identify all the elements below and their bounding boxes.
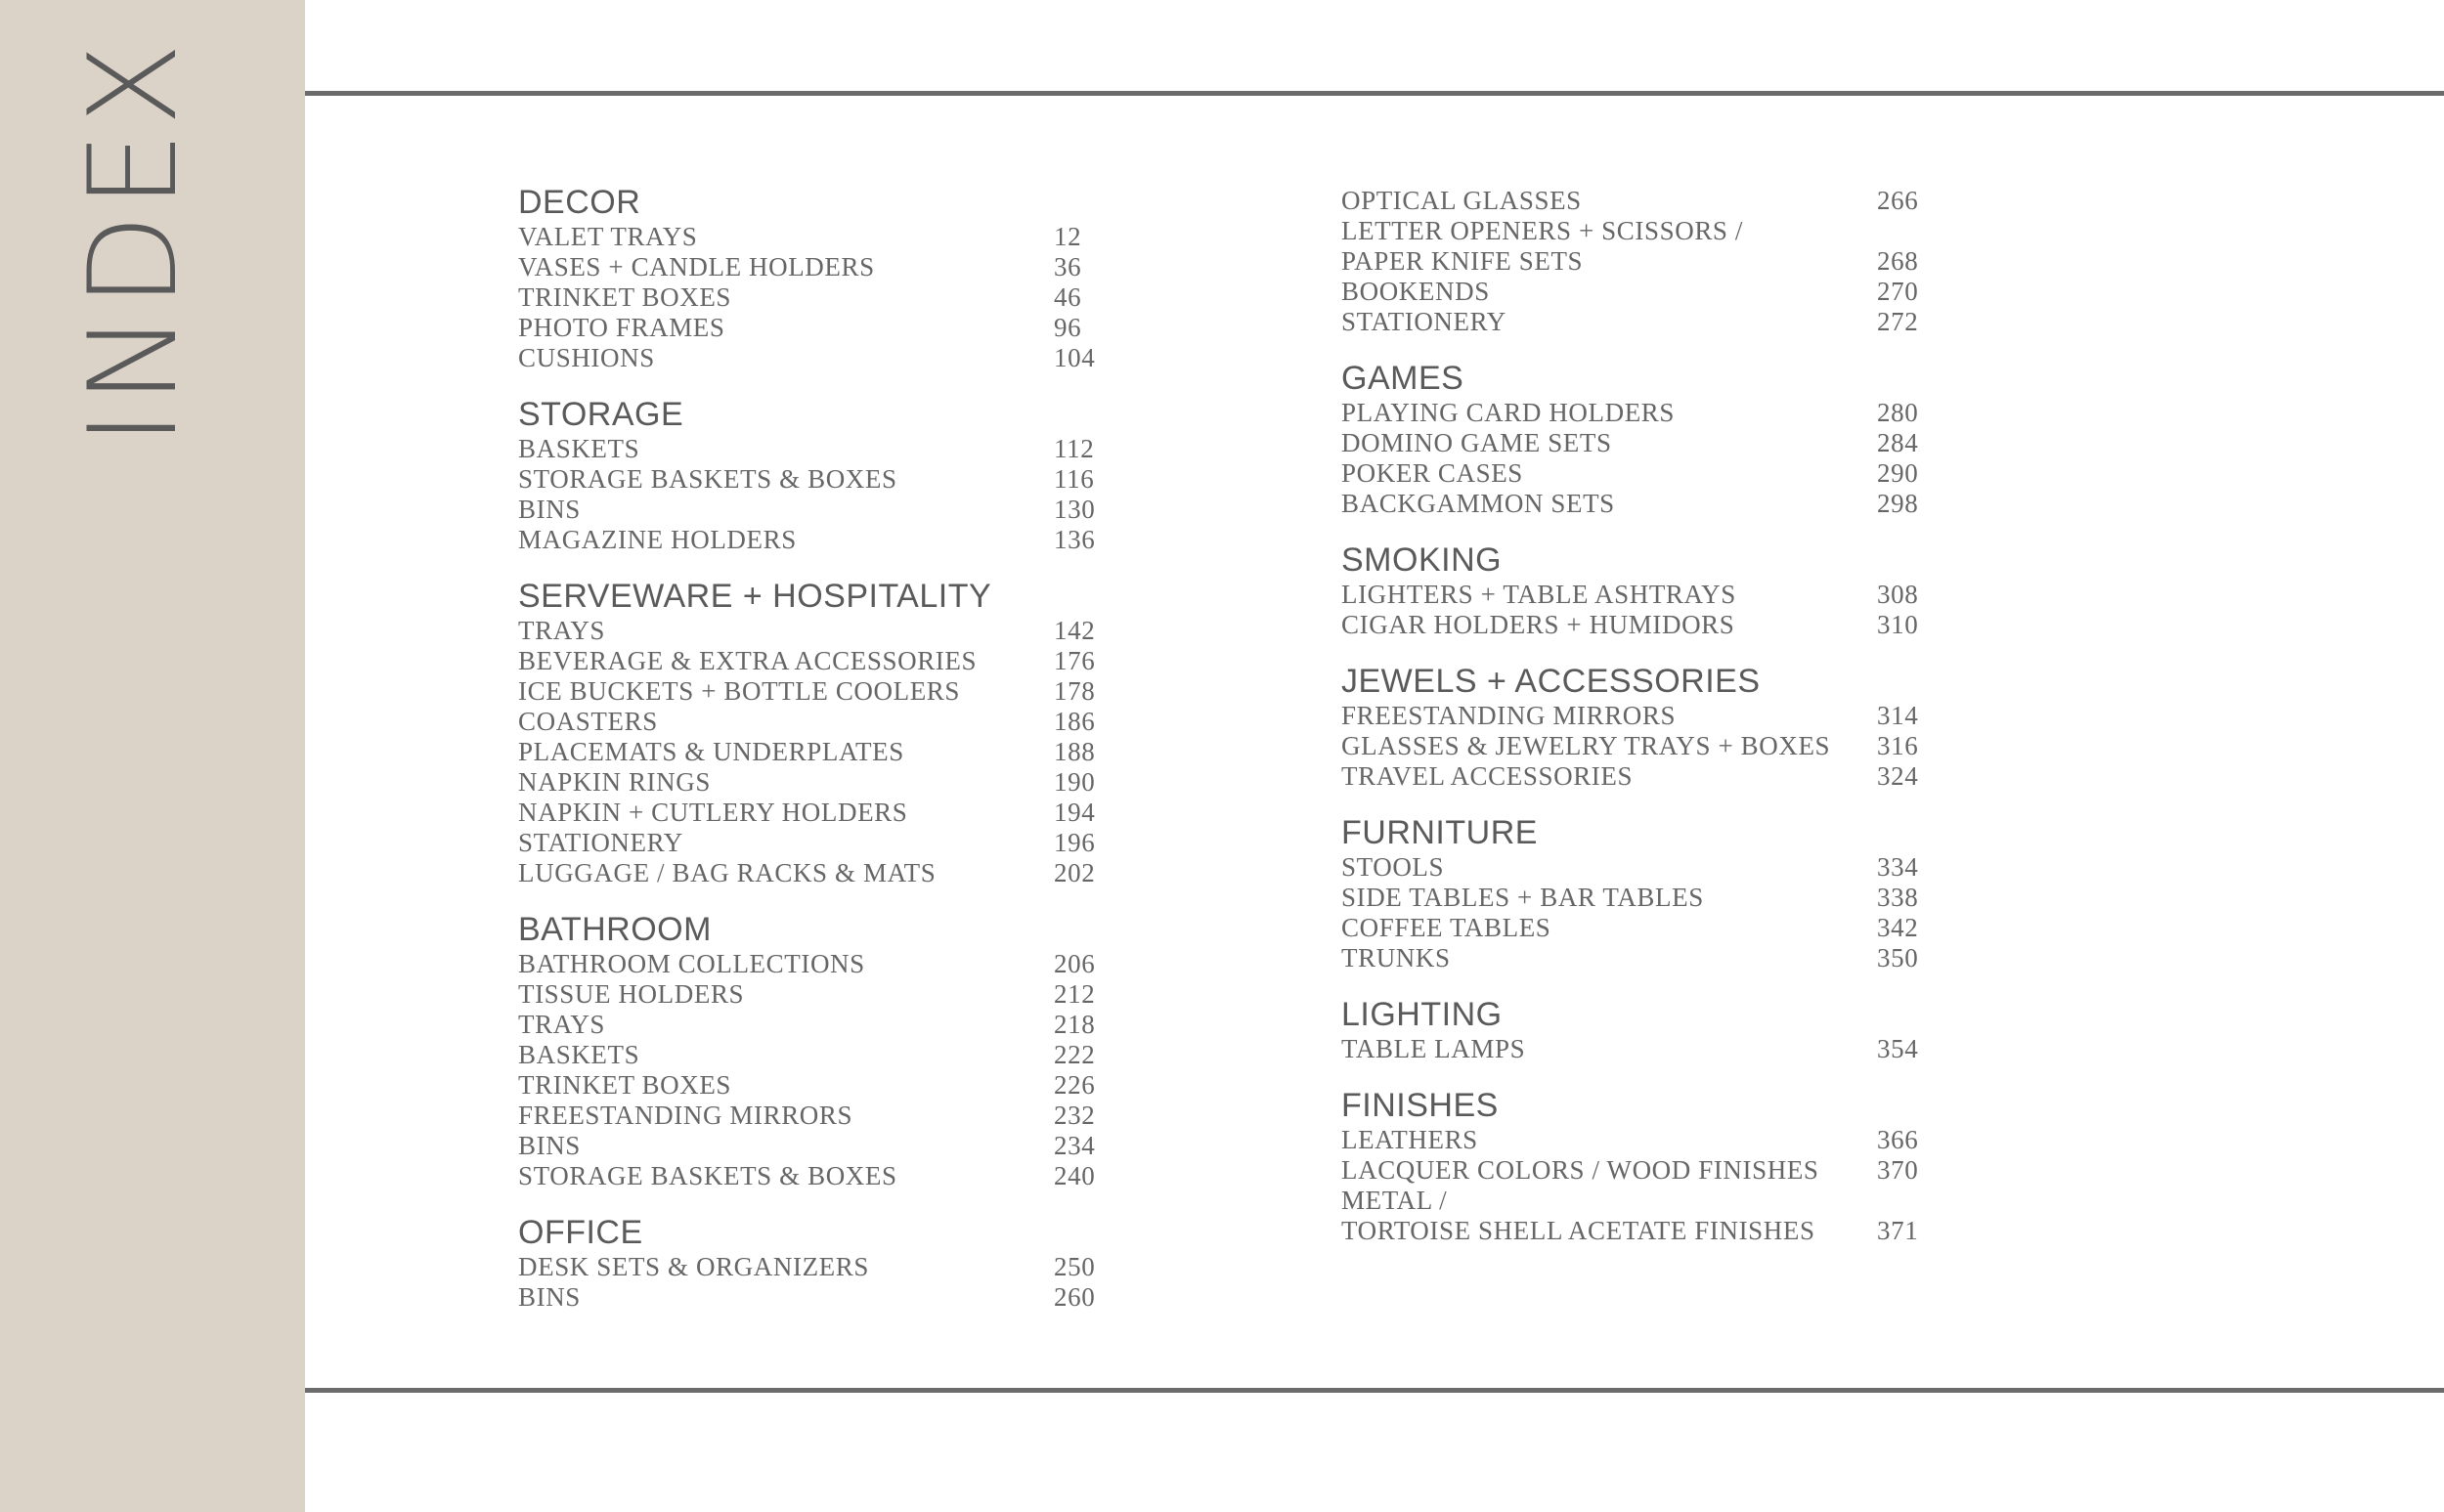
entry-page-number: 190 bbox=[1054, 767, 1096, 797]
entry-label: DESK SETS & ORGANIZERS bbox=[518, 1252, 869, 1281]
section-title: DECOR bbox=[518, 184, 641, 221]
index-entry bbox=[518, 798, 1105, 828]
entry-page-number: 272 bbox=[1877, 307, 1919, 336]
index-entry bbox=[518, 737, 1105, 767]
entry-page-number: 310 bbox=[1877, 610, 1919, 639]
entry-page-number: 338 bbox=[1877, 883, 1919, 912]
entry-page-number: 186 bbox=[1054, 707, 1096, 736]
index-title: INDEX bbox=[64, 36, 204, 447]
entry-label: TRAYS bbox=[518, 1010, 606, 1039]
entry-page-number: 46 bbox=[1054, 282, 1082, 312]
entry-label: POKER CASES bbox=[1341, 458, 1523, 488]
index-entry bbox=[518, 707, 1105, 737]
section-title: LIGHTING bbox=[1341, 996, 1503, 1033]
index-entry bbox=[1341, 913, 1928, 943]
index-entry bbox=[1341, 246, 1928, 277]
entry-label: COFFEE TABLES bbox=[1341, 913, 1551, 942]
entry-label: GLASSES & JEWELRY TRAYS + BOXES bbox=[1341, 731, 1831, 760]
index-entry bbox=[1341, 277, 1928, 307]
index-entry bbox=[1341, 1216, 1928, 1246]
section-title: FINISHES bbox=[1341, 1087, 1499, 1124]
entry-label: STATIONERY bbox=[518, 828, 683, 857]
section-title: JEWELS + ACCESSORIES bbox=[1341, 663, 1761, 700]
entry-page-number: 290 bbox=[1877, 458, 1919, 488]
entry-label: MAGAZINE HOLDERS bbox=[518, 525, 797, 554]
index-section bbox=[518, 1213, 1105, 1313]
entry-label: TRINKET BOXES bbox=[518, 282, 732, 312]
index-entry bbox=[1341, 1125, 1928, 1155]
entry-label: PLACEMATS & UNDERPLATES bbox=[518, 737, 904, 766]
index-entry bbox=[518, 1070, 1105, 1101]
entry-page-number bbox=[1877, 1186, 1928, 1216]
entry-label: VALET TRAYS bbox=[518, 222, 698, 251]
entry-label: BATHROOM COLLECTIONS bbox=[518, 949, 865, 978]
entry-label: VASES + CANDLE HOLDERS bbox=[518, 252, 875, 281]
entry-label: SIDE TABLES + BAR TABLES bbox=[1341, 883, 1704, 912]
entry-label: TORTOISE SHELL ACETATE FINISHES bbox=[1341, 1216, 1815, 1245]
entry-label: DOMINO GAME SETS bbox=[1341, 428, 1612, 457]
entry-label: COASTERS bbox=[518, 707, 658, 736]
index-section bbox=[518, 577, 1105, 888]
index-entry bbox=[1341, 883, 1928, 913]
index-entry bbox=[518, 979, 1105, 1010]
index-entry bbox=[1341, 216, 1928, 246]
entry-page-number: 196 bbox=[1054, 828, 1096, 857]
entry-page-number: 202 bbox=[1054, 858, 1096, 887]
entry-page-number: 354 bbox=[1877, 1034, 1919, 1063]
index-entry bbox=[518, 616, 1105, 646]
entry-page-number: 371 bbox=[1877, 1216, 1919, 1245]
section-title: OFFICE bbox=[518, 1214, 643, 1251]
entry-page-number: 96 bbox=[1054, 313, 1082, 342]
index-entry bbox=[518, 1161, 1105, 1191]
index-section bbox=[1341, 995, 1928, 1064]
entry-page-number: 142 bbox=[1054, 616, 1096, 645]
entry-page-number: 226 bbox=[1054, 1070, 1096, 1100]
entry-label: TRAVEL ACCESSORIES bbox=[1341, 761, 1634, 791]
index-entry bbox=[518, 676, 1105, 707]
entry-page-number: 314 bbox=[1877, 701, 1919, 730]
entry-label: BASKETS bbox=[518, 1040, 640, 1069]
entry-label: NAPKIN + CUTLERY HOLDERS bbox=[518, 798, 908, 827]
index-section bbox=[1341, 813, 1928, 973]
index-section bbox=[1341, 1086, 1928, 1246]
index-entry bbox=[1341, 761, 1928, 792]
entry-label: FREESTANDING MIRRORS bbox=[518, 1101, 853, 1130]
entry-label: STORAGE BASKETS & BOXES bbox=[518, 464, 897, 494]
index-entry bbox=[1341, 610, 1928, 640]
entry-page-number: 194 bbox=[1054, 798, 1096, 827]
entry-label: TRAYS bbox=[518, 616, 606, 645]
index-column-right bbox=[1341, 186, 1928, 1268]
entry-page-number: 268 bbox=[1877, 246, 1919, 276]
entry-label: BINS bbox=[518, 495, 581, 524]
top-divider bbox=[305, 91, 2444, 96]
entry-page-number: 342 bbox=[1877, 913, 1919, 942]
index-entry bbox=[518, 1252, 1105, 1282]
index-entry bbox=[518, 282, 1105, 313]
entry-page-number: 260 bbox=[1054, 1282, 1096, 1312]
entry-label: STORAGE BASKETS & BOXES bbox=[518, 1161, 897, 1190]
entry-page-number: 12 bbox=[1054, 222, 1082, 251]
entry-page-number: 212 bbox=[1054, 979, 1096, 1009]
entry-page-number: 232 bbox=[1054, 1101, 1096, 1130]
index-entry bbox=[1341, 489, 1928, 519]
entry-label: PAPER KNIFE SETS bbox=[1341, 246, 1584, 276]
entry-page-number bbox=[1877, 216, 1928, 246]
entry-label: PHOTO FRAMES bbox=[518, 313, 725, 342]
entry-label: OPTICAL GLASSES bbox=[1341, 186, 1582, 215]
entry-label: METAL / bbox=[1341, 1186, 1448, 1215]
entry-page-number: 206 bbox=[1054, 949, 1096, 978]
entry-label: STOOLS bbox=[1341, 852, 1445, 882]
entry-page-number: 104 bbox=[1054, 343, 1096, 372]
entry-page-number: 280 bbox=[1877, 398, 1919, 427]
entry-page-number: 130 bbox=[1054, 495, 1096, 524]
entry-label: STATIONERY bbox=[1341, 307, 1506, 336]
index-entry bbox=[518, 949, 1105, 979]
entry-label: BOOKENDS bbox=[1341, 277, 1490, 306]
index-entry bbox=[518, 464, 1105, 495]
sidebar bbox=[0, 0, 305, 1512]
index-section bbox=[518, 183, 1105, 373]
index-entry bbox=[1341, 731, 1928, 761]
entry-label: LETTER OPENERS + SCISSORS / bbox=[1341, 216, 1743, 245]
index-section bbox=[518, 395, 1105, 555]
entry-label: TABLE LAMPS bbox=[1341, 1034, 1526, 1063]
section-title: BATHROOM bbox=[518, 911, 712, 948]
index-entry bbox=[518, 343, 1105, 373]
section-title: SERVEWARE + HOSPITALITY bbox=[518, 578, 992, 615]
entry-label: LIGHTERS + TABLE ASHTRAYS bbox=[1341, 580, 1736, 609]
entry-label: LACQUER COLORS / WOOD FINISHES bbox=[1341, 1155, 1819, 1185]
entry-page-number: 240 bbox=[1054, 1161, 1096, 1190]
section-title: GAMES bbox=[1341, 360, 1464, 397]
entry-page-number: 178 bbox=[1054, 676, 1096, 706]
index-entry bbox=[518, 1131, 1105, 1161]
index-entry bbox=[518, 1282, 1105, 1313]
entry-label: BINS bbox=[518, 1282, 581, 1312]
index-section bbox=[1341, 359, 1928, 519]
entry-page-number: 234 bbox=[1054, 1131, 1096, 1160]
index-entry bbox=[518, 767, 1105, 798]
entry-page-number: 36 bbox=[1054, 252, 1082, 281]
entry-page-number: 366 bbox=[1877, 1125, 1919, 1154]
entry-page-number: 176 bbox=[1054, 646, 1096, 675]
section-title: STORAGE bbox=[518, 396, 684, 433]
entry-label: CIGAR HOLDERS + HUMIDORS bbox=[1341, 610, 1735, 639]
index-section bbox=[1341, 540, 1928, 640]
entry-label: LEATHERS bbox=[1341, 1125, 1478, 1154]
index-entry bbox=[518, 1010, 1105, 1040]
index-entry bbox=[1341, 458, 1928, 489]
entry-page-number: 112 bbox=[1054, 434, 1095, 463]
entry-label: TISSUE HOLDERS bbox=[518, 979, 745, 1009]
entry-page-number: 270 bbox=[1877, 277, 1919, 306]
index-entry bbox=[1341, 1186, 1928, 1216]
entry-page-number: 188 bbox=[1054, 737, 1096, 766]
entry-label: CUSHIONS bbox=[518, 343, 655, 372]
index-entry bbox=[518, 828, 1105, 858]
section-title: FURNITURE bbox=[1341, 814, 1538, 851]
entry-label: LUGGAGE / BAG RACKS & MATS bbox=[518, 858, 937, 887]
index-entry bbox=[518, 1040, 1105, 1070]
entry-page-number: 266 bbox=[1877, 186, 1919, 215]
index-section bbox=[1341, 662, 1928, 792]
entry-page-number: 370 bbox=[1877, 1155, 1919, 1185]
bottom-divider bbox=[305, 1388, 2444, 1393]
index-entry bbox=[518, 525, 1105, 555]
index-section bbox=[518, 910, 1105, 1191]
entry-label: TRUNKS bbox=[1341, 943, 1451, 972]
index-entry bbox=[518, 313, 1105, 343]
entry-page-number: 324 bbox=[1877, 761, 1919, 791]
index-entry bbox=[518, 222, 1105, 252]
index-entry bbox=[1341, 1155, 1928, 1186]
entry-page-number: 116 bbox=[1054, 464, 1095, 494]
entry-page-number: 136 bbox=[1054, 525, 1096, 554]
entry-label: PLAYING CARD HOLDERS bbox=[1341, 398, 1676, 427]
entry-page-number: 350 bbox=[1877, 943, 1919, 972]
entry-page-number: 298 bbox=[1877, 489, 1919, 518]
entry-page-number: 334 bbox=[1877, 852, 1919, 882]
index-entry bbox=[1341, 428, 1928, 458]
entry-page-number: 222 bbox=[1054, 1040, 1096, 1069]
index-section bbox=[1341, 186, 1928, 337]
entry-label: FREESTANDING MIRRORS bbox=[1341, 701, 1677, 730]
entry-label: BASKETS bbox=[518, 434, 640, 463]
entry-page-number: 250 bbox=[1054, 1252, 1096, 1281]
index-entry bbox=[1341, 701, 1928, 731]
entry-label: ICE BUCKETS + BOTTLE COOLERS bbox=[518, 676, 961, 706]
index-entry bbox=[1341, 852, 1928, 883]
section-title: SMOKING bbox=[1341, 541, 1503, 579]
entry-label: TRINKET BOXES bbox=[518, 1070, 732, 1100]
index-entry bbox=[1341, 398, 1928, 428]
entry-label: BEVERAGE & EXTRA ACCESSORIES bbox=[518, 646, 978, 675]
entry-page-number: 308 bbox=[1877, 580, 1919, 609]
index-entry bbox=[1341, 1034, 1928, 1064]
entry-page-number: 218 bbox=[1054, 1010, 1096, 1039]
index-entry bbox=[1341, 307, 1928, 337]
entry-label: BINS bbox=[518, 1131, 581, 1160]
index-entry bbox=[518, 858, 1105, 888]
index-entry bbox=[518, 252, 1105, 282]
index-entry bbox=[518, 646, 1105, 676]
index-entry bbox=[1341, 580, 1928, 610]
index-entry bbox=[1341, 943, 1928, 973]
entry-page-number: 316 bbox=[1877, 731, 1919, 760]
index-column-left bbox=[518, 183, 1105, 1334]
index-entry bbox=[1341, 186, 1928, 216]
index-entry bbox=[518, 434, 1105, 464]
index-entry bbox=[518, 495, 1105, 525]
entry-label: NAPKIN RINGS bbox=[518, 767, 711, 797]
entry-page-number: 284 bbox=[1877, 428, 1919, 457]
index-entry bbox=[518, 1101, 1105, 1131]
entry-label: BACKGAMMON SETS bbox=[1341, 489, 1615, 518]
